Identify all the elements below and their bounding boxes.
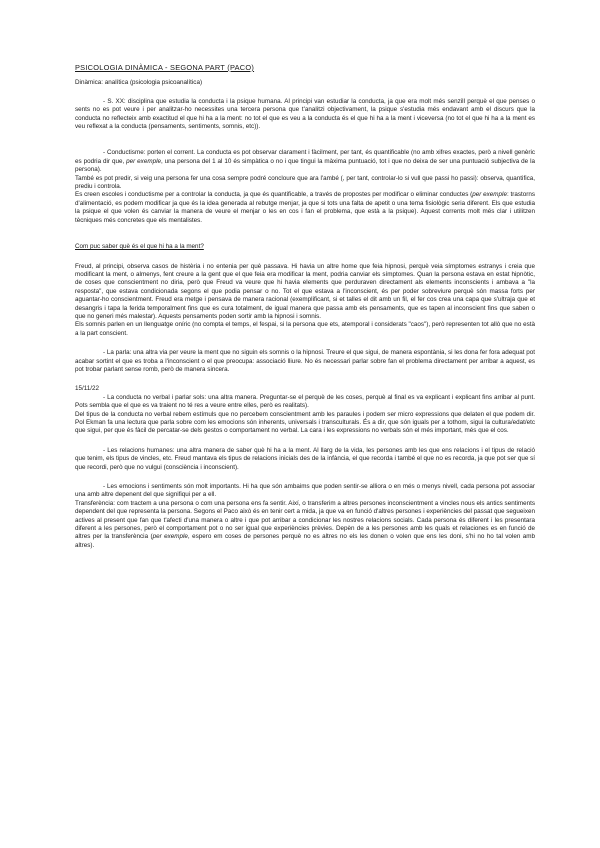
emocions-paragraph: - Les emocions i sentiments són molt importants. Hi ha que són ambaims que poden sentir-se alliora o en més o menys nivell, cada persona pot associar una amb altre depenent del que signifiqui per a ell.: [75, 483, 535, 499]
no-verbal-paragraph: - La conducta no verbal i parlar sols: una altra manera. Preguntar-se el perquè de les coses, perquè al final es va explicant i explicant fins arribar al punt. Pots sembla que el que es va traient no té res a veure entre elles, però es realitats).: [75, 393, 535, 410]
micro-expressions-paragraph: Del tipus de la conducta no verbal rebem estímuls que no percebem conscientment amb les paraules i podem ser micro expressions que delaten el que podem dir. Pol Ekman fa una lectura que parla sobre com les emocions són inherents, universals i transculturals. És a dir, que són iguals per a tothom, sigui la cultura/edat/etc que sigui, per que és fàcil de percatar-se dels gestos o comportament no verbal. La cara i les expressions no verbals són el més important, més que el cos.: [75, 410, 535, 435]
parla-paragraph: - La parla: una altra via per veure la ment que no siguin els somnis o la hipnosi. Treure el que sigui, de manera espontània, si les dona fer fora adequat pot acabar sortint el que es troba a l'inconscient o el que preocupa: associació lliure. No és necessari parlar sobre fan el problema directament per arribar a aquest, es pot trobar parlant sense romb, però de manera sincera.: [75, 349, 535, 373]
freud-paragraph: Freud, al principi, observa casos de histèria i no entenia per què passava. Hi havia un altre home que feia hipnosi, perquè veia símptomes estranys i creia que modificant la ment, o almenys, fent creure a la gent que el que feia era modificar la ment, podria canviar els símptomes. Quan la persona estava en estat hipnòtic, de coses que conscientment no diria, però que Freud va veure que hi havia elements que perduraven directament als elements inconscients i ambava a "la resposta", que estava condicionada segons el que podia pensar o no. Tot el que estava a l'inconscient, és per poder sobreviure perquè són massa forts per aguantar-ho conscientment. Freud era metge i pensava de manera racional (exemplificant, si et talles el dit amb un fil, el fer cos crea una capa que s'ultraja que et desangris i tapa la ferida temporalment fins que es cura totalment, de igual manera que passa amb els pensaments, que es tapen al inconscient fins que saben o que no generi més malestar). Aquests pensaments poden sortir amb la hipnosi i somnis.: [75, 262, 535, 320]
conductisme-paragraph: - Conductisme: porten el corrent. La conducta es pot observar clarament i fàcilment, per tant, és quantificable (no amb xifres exactes, però a nivell genèric es podria dir que, per exemple, una persona del 1 al 10 és simpàtica o no i que tingui la màxima puntuació, tot i que no deixa de ser una puntuació subjectiva de la persona).: [75, 149, 536, 174]
document-subtitle: Dinàmica: analítica (psicologia psicoanalítica): [75, 79, 203, 87]
transferencia-paragraph: Transferència: com tractem a una persona o com una persona ens fa sentir. Així, o transferim a altres persones inconscientment a vincles nous els antics sentiments dependent del que representa la persona. Segons el Paco això és en tenir cert a mida, ja que va en funció d'altres persones i experiències del passat que segueixen actives al present que fan que t'afecti d'una manera o altre i que pot arribar a condicionar les nostres relacions socials. Cada persona és diferent i les presentara diferent a les persones, però el comportament pot o no ser igual que experiències prèvies. Depèn de a les persones amb les quals et relaciones es en funció de altres per la transferència (per exemple, espero em coses de persones perquè no es altres no els les donen o volen que ens les doni, s'hi no ho tal volen amb altres).: [75, 499, 535, 549]
dreams-paragraph: Els somnis parlen en un llenguatge oníric (no compta el temps, el fespai, si la persona que ets, atemporal i considerats "caos"), però representen tot allò que no està a la part conscient.: [75, 321, 535, 337]
document-title: PSICOLOGIA DINÀMICA - SEGONA PART (PACO): [75, 63, 255, 72]
conductisme-section: [75, 149, 535, 225]
document-page: [75, 64, 535, 550]
conductisme-predict-paragraph: També es pot predir, si veig una persona fer una cosa sempre podré concloure que ara l'ambé (, per tant, controlar-lo si vull que passi ho passi): observa, quantifica, prediu i controla.: [75, 174, 535, 191]
conductisme-schools-paragraph: Es creen escoles i conductisme per a controlar la conducta, ja que és quantificable, a través de propostes per modificar o eliminar conductes (per exemple: trastorns d'alimentació, es podem modificar ja que és la idea generada al rebutge menjar, ja que si tots una falta de apetit o una tema fisiològic seria diferent. Els que estudia la psique el que volen és canviar la manera de veure el menjar o les en cos i fan el problema, que està a la psique). Aquest corrents molt més clar i utilitzen tècniques més concretes que els mentalistes.: [75, 191, 535, 224]
date-label: 15/11/22: [75, 385, 100, 393]
intro-paragraph: - S. XX: disciplina que estudia la conducta i la psique humana. Al principi van estudiar la conducta, ja que era molt més senzill perquè el que penses o sents no es pot veure i per analitzar-ho necessites una tercera persona que t'analitzi objectivament, la psique s'estudia més endavant amb el discurs que la conducta no reflecteix amb exactitud el que hi ha a la ment: no tot el que es veu a la conducta és el que hi ha a la ment i viceversa (no tot el que hi ha a la ment es veu reflexat a la conducta (pensaments, sentiments, somnis, etc)).: [75, 97, 535, 131]
relacions-paragraph: - Les relacions humanes: una altra manera de saber què hi ha a la ment. Al llarg de la vida, les persones amb les que ens relacions i el tipus de relació que tenim, els tipus de vincles, etc. Freud mantava els tipus de relacions inicials des de la infància, el que recorda i també el que no es recorda, ja que pot ser que sí que recordi, però que no vulgui (consciència i inconscient).: [75, 446, 535, 471]
section-heading: Com puc saber què és el que hi ha a la ment?: [75, 243, 204, 251]
